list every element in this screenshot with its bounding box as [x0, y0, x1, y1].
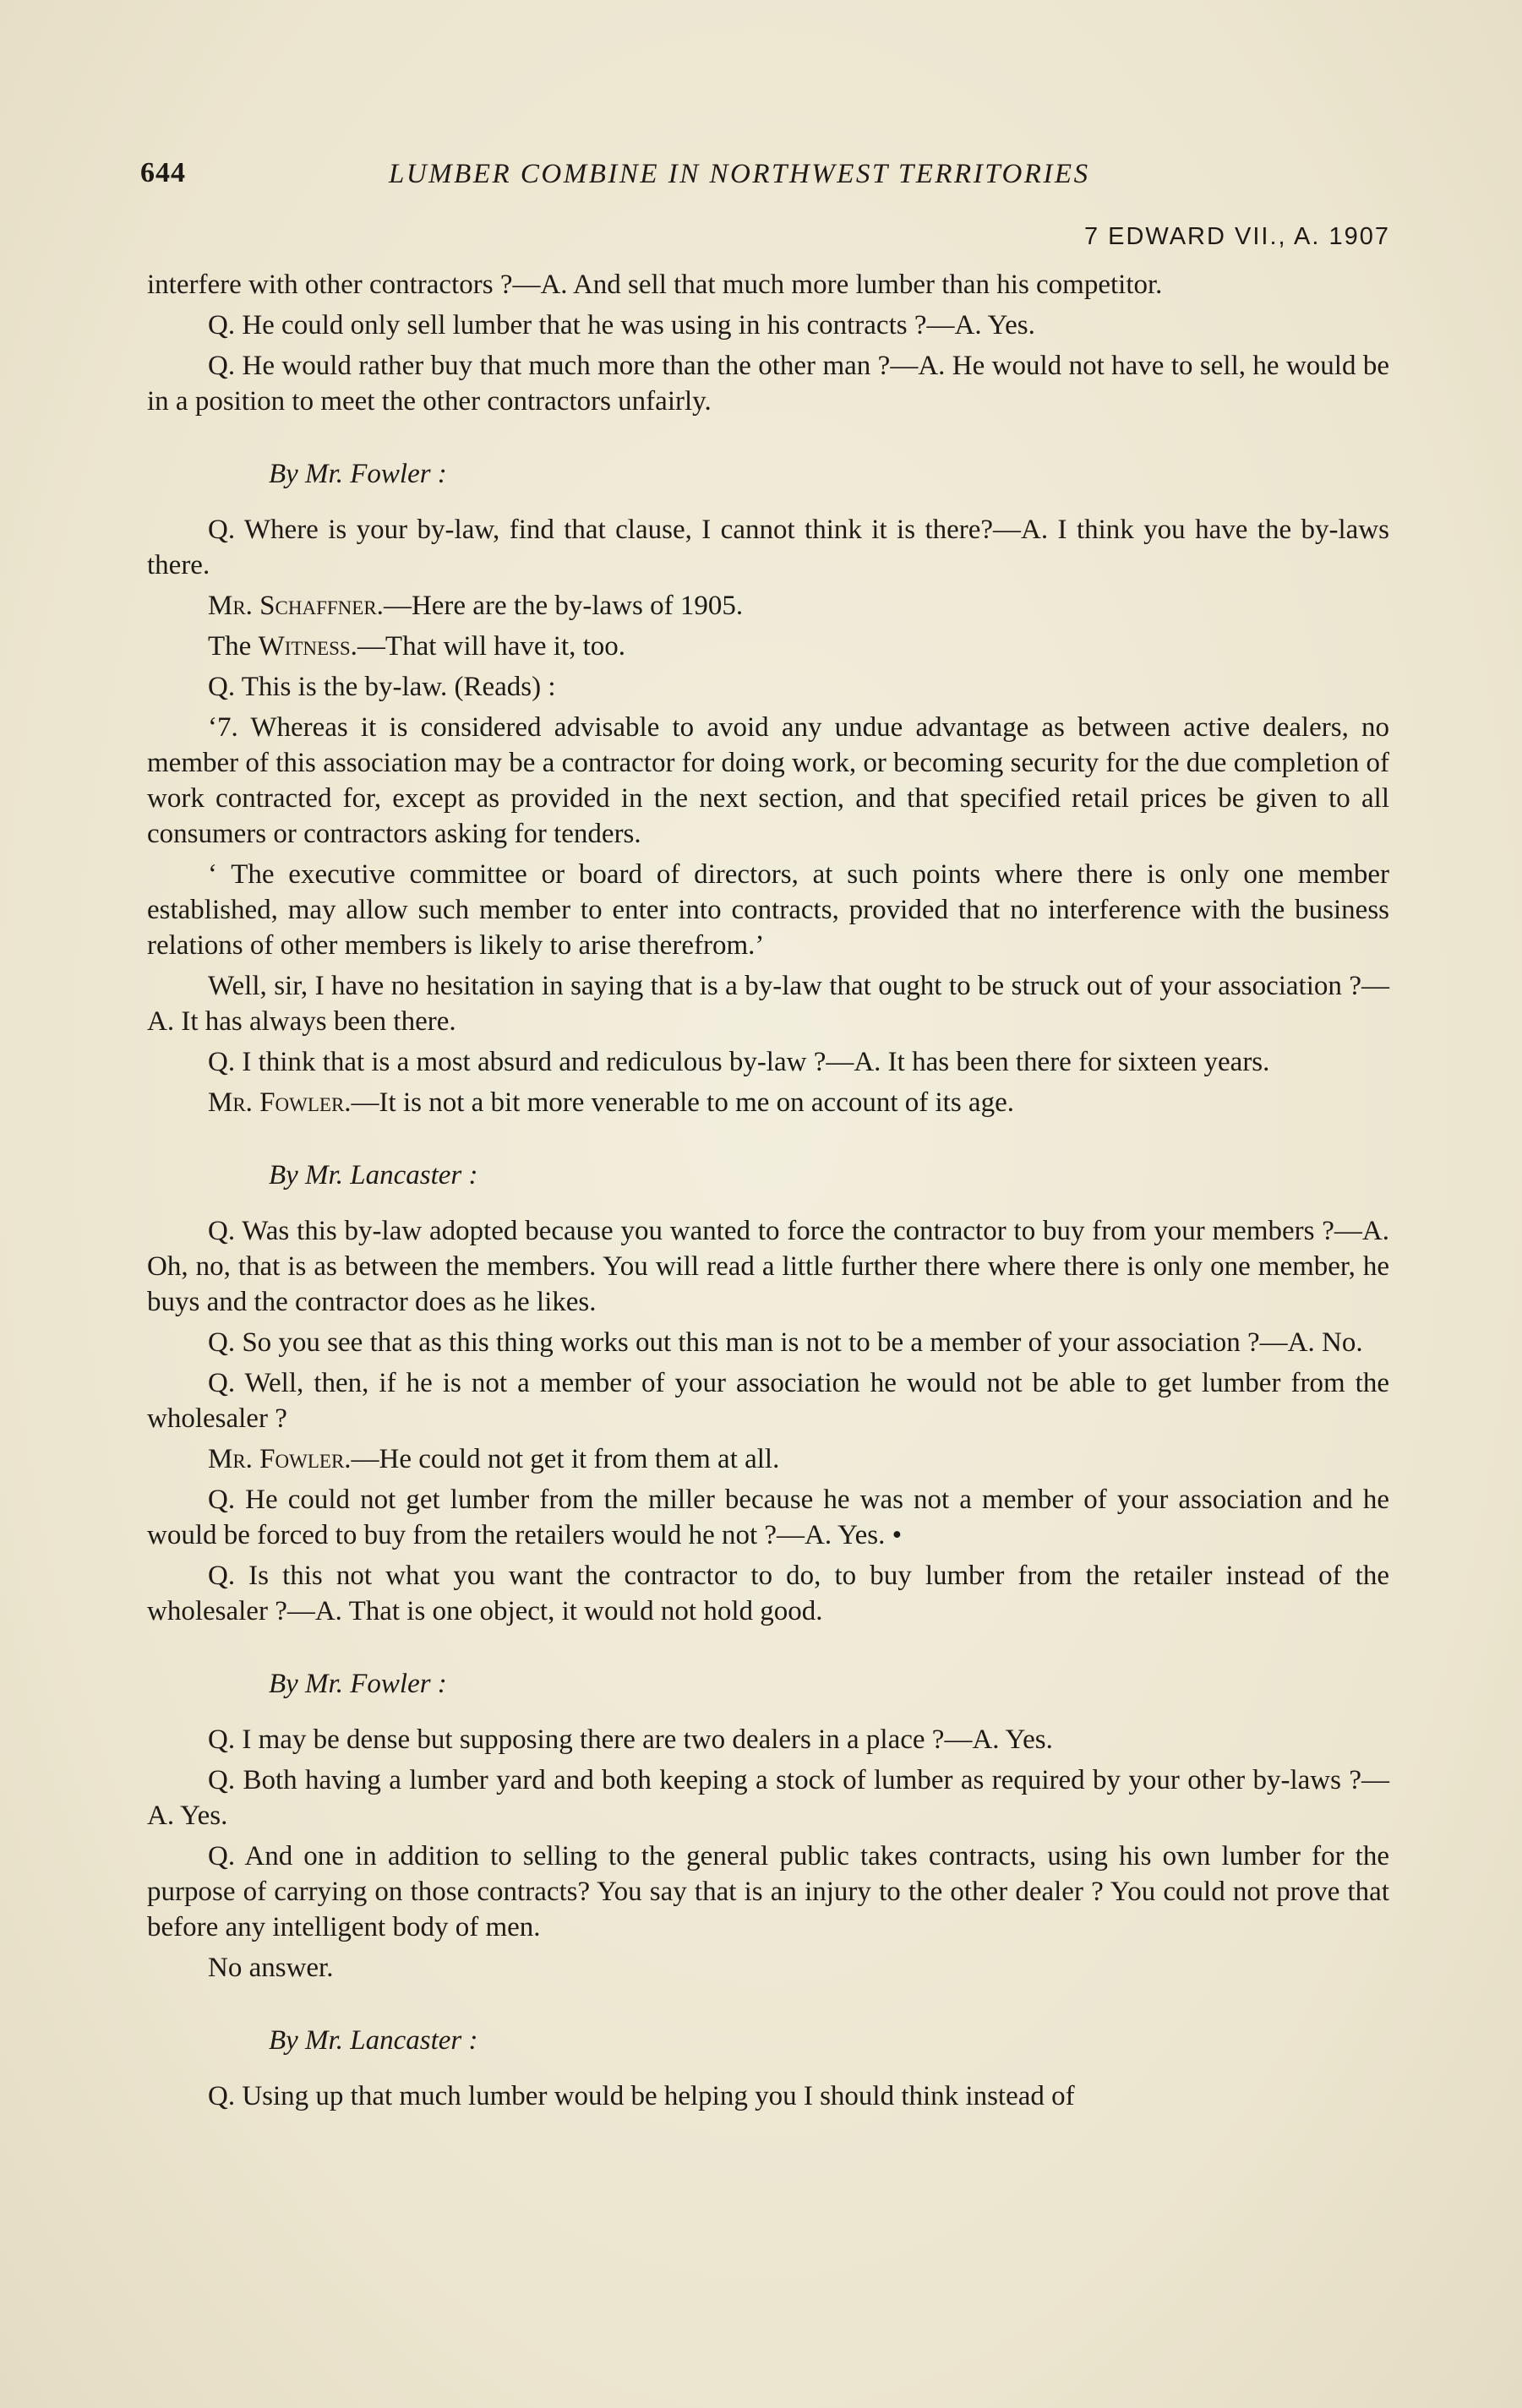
paragraph: Q. And one in addition to selling to the general public takes contracts, using his own lumber for the purpose of carrying on those contracts? You say that is an injury to the other dealer ? You could not prove that before any intelligent body of men. — [147, 1841, 1389, 1942]
speaker-paragraph — [147, 1085, 1389, 1120]
speaker-name: Witness. — [258, 631, 357, 662]
paragraph: Q. He could not get lumber from the miller because he was not a member of your association and he would be forced to buy from the retailers would he not ?—A. Yes. • — [147, 1485, 1389, 1550]
paragraph: interfere with other contractors ?—A. And sell that much more lumber than his competitor. — [147, 270, 1163, 300]
paragraph: Q. Both having a lumber yard and both keeping a stock of lumber as required by your other by-laws ?—A. Yes. — [147, 1765, 1389, 1831]
speaker-text: —That will have it, too. — [357, 631, 626, 662]
paragraph: Q. I may be dense but supposing there are two dealers in a place ?—A. Yes. — [208, 1724, 1053, 1755]
speaker-paragraph — [147, 1441, 1389, 1477]
speaker-prefix: The — [208, 631, 259, 662]
paragraph: Q. Using up that much lumber would be helping you I should think instead of — [208, 2081, 1075, 2111]
page-body — [147, 267, 1389, 2119]
speaker-name: Mr. Schaffner. — [208, 591, 384, 621]
speaker-name: Mr. Fowler. — [208, 1087, 352, 1118]
paragraph: Q. Where is your by-law, find that clause, I cannot think it is there?—A. I think you have the by-laws there. — [147, 515, 1389, 580]
speaker-name: Mr. Fowler. — [208, 1444, 352, 1474]
speaker-paragraph — [147, 629, 1389, 664]
paragraph: Well, sir, I have no hesitation in saying that is a by-law that ought to be struck out of your association ?—A. It has always been there. — [147, 971, 1389, 1037]
paragraph: No answer. — [208, 1953, 334, 1983]
paragraph: Q. Well, then, if he is not a member of your association he would not be able to get lumber from the wholesaler ? — [147, 1368, 1389, 1434]
paragraph: Q. So you see that as this thing works out this man is not to be a member of your association ?—A. No. — [208, 1327, 1363, 1358]
quoted-paragraph: ‘ The executive committee or board of directors, at such points where there is only one member established, may allow such member to enter into contracts, provided that no interference with the business relations of other members is likely to arise therefrom.’ — [147, 859, 1389, 961]
paragraph: Q. I think that is a most absurd and rediculous by-law ?—A. It has been there for sixteen years. — [208, 1047, 1270, 1077]
speaker-text: —Here are the by-laws of 1905. — [383, 591, 744, 621]
paragraph: Q. Was this by-law adopted because you wanted to force the contractor to buy from your members ?—A. Oh, no, that is as between the members. You will read a little further there where there is only one member, he buys and the contractor does as he likes. — [147, 1216, 1389, 1317]
paragraph: Q. Is this not what you want the contractor to do, to buy lumber from the retailer instead of the wholesaler ?—A. That is one object, it would not hold good. — [147, 1561, 1389, 1626]
paragraph: Q. He would rather buy that much more than the other man ?—A. He would not have to sell, he would be in a position to meet the other contractors unfairly. — [147, 351, 1389, 417]
section-heading: By Mr. Lancaster : — [269, 2025, 478, 2056]
running-title: LUMBER COMBINE IN NORTHWEST TERRITORIES — [389, 159, 1090, 189]
speaker-text: —He could not get it from them at all. — [351, 1444, 780, 1474]
paragraph: Q. He could only sell lumber that he was using in his contracts ?—A. Yes. — [208, 310, 1035, 340]
section-heading: By Mr. Lancaster : — [269, 1160, 478, 1190]
speaker-text: —It is not a bit more venerable to me on account of its age. — [351, 1087, 1014, 1118]
paragraph: Q. This is the by-law. (Reads) : — [208, 672, 556, 702]
section-heading: By Mr. Fowler : — [269, 459, 447, 489]
section-heading: By Mr. Fowler : — [269, 1669, 447, 1699]
speaker-paragraph — [147, 588, 1389, 624]
session-label: 7 EDWARD VII., A. 1907 — [1083, 223, 1390, 250]
quoted-paragraph: ‘7. Whereas it is considered advisable to avoid any undue advantage as between active dealers, no member of this association may be a contractor for doing work, or becoming security for the due completion of work contracted for, except as provided in the next section, and that specified retail prices be given to all consumers or contractors asking for tenders. — [147, 712, 1389, 849]
page-number: 644 — [140, 157, 186, 188]
